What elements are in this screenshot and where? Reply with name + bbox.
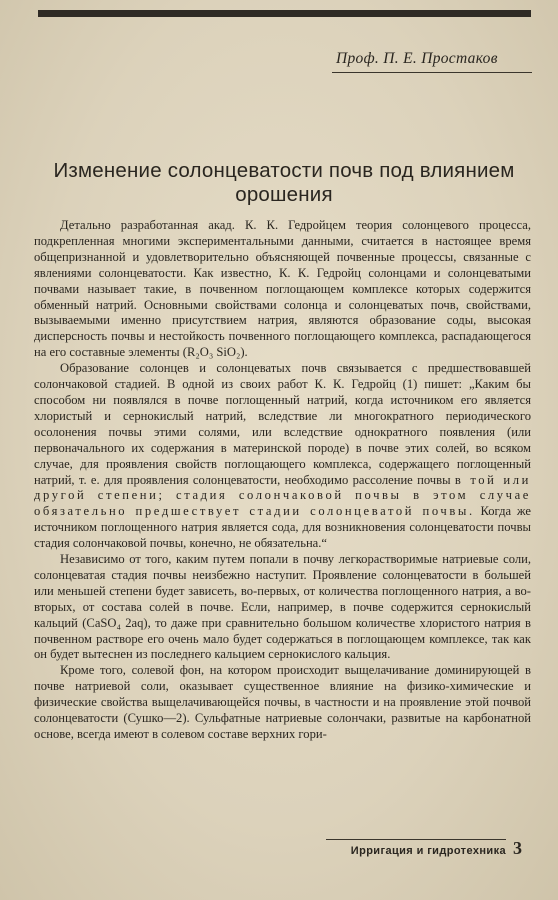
author-name: Проф. П. Е. Простаков (336, 50, 498, 67)
author-underline (332, 72, 532, 73)
title-line-2: орошения (235, 183, 333, 206)
footer-rule (326, 839, 506, 840)
paragraph-2-text-a: Образование солонцев и солонцеватых почв связывается с предшествовавшей солончаковой стадией. В одной из своих работ К. К. Гедройц (1) пишет: „Каким бы способом ни появлялся в почве поглощенный натрий, когда источником его является хлористый и сернокислый натрий, вследствие ли многократного периодического осолонения почвы этими солями, или вследствие однократного появления (или первоначального их содержания в материнской породе) в почве этих солей, во всяком случае, для проявления свойств поглощающего комплекса, содержащего поглощенный натрий, т. е. для проявления солонцеватости, необходимо рассоление почвы (34, 361, 531, 487)
title-line-1: Изменение солонцеватости почв под влиянием (53, 159, 515, 182)
paragraph-2-spaced-text: в той или другой степени; стадия солончаковой почвы в этом случае обязательно предшествует стадии солонцеватой почвы. (34, 472, 531, 519)
paragraph-2-text-c: Когда же источником поглощенного натрия является сода, для возникновения солонцеватости почвы стадия солончаковой почвы, конечно, не обязательна.“ (34, 504, 531, 551)
journal-name: Ирригация и гидротехника (350, 845, 506, 857)
paragraph-3: Независимо от того, каким путем попали в почву легкорастворимые натриевые соли, солонцеватая стадия почвы неизбежно наступит. Проявление солонцеватости в большей или меньшей степени будет зависеть, во-первых, от количества поглощенного натрия, а во-вторых, от состава солей в почве. Если, например, в почве содержится сернокислый кальций (CaSO₄ 2aq), то даже при сравнительно большом количестве хлористого натрия в почвенном растворе его очень мало будет содержаться в поглощающем комплексе, так как он будет вытеснен из последнего кальцием сернокислого кальция. (34, 552, 531, 662)
paragraph-2 (34, 361, 531, 552)
article-body (34, 218, 531, 743)
article-title (36, 159, 532, 207)
page-number: 3 (513, 838, 522, 858)
paragraph-1: Детально разработанная акад. К. К. Гедройцем теория солонцевого процесса, подкрепленная многими экспериментальными данными, считается в настоящее время общепризнанной и удовлетворительно объясняющей почвенные процессы, связанные с явлениями солонцеватости. Как известно, К. К. Гедройц солонцами и солонцеватыми почвами называет такие, в почвенном поглощающем комплексе которых содержится обменный натрий. Основными свойствами солонца и солонцеватых почв, свойствами, вызываемыми именно присутствием натрия, являются образование соды, высокая дисперсность почвы и нестойкость почвенного поглощающего комплекса, распадающегося на его составные элементы (R₂O₃ SiO₂). (34, 218, 531, 360)
header-rule (38, 10, 531, 17)
paragraph-4: Кроме того, солевой фон, на котором происходит выщелачивание доминирующей в почве натриевой соли, оказывает существенное влияние на физико-химические и физические свойства выщелачивающейся почвы, в частности и на проявление этой почвой солонцеватости (Сушко—2). Сульфатные натриевые солончаки, развитые на карбонатной основе, всегда имеют в солевом составе верхних гори- (34, 663, 531, 741)
